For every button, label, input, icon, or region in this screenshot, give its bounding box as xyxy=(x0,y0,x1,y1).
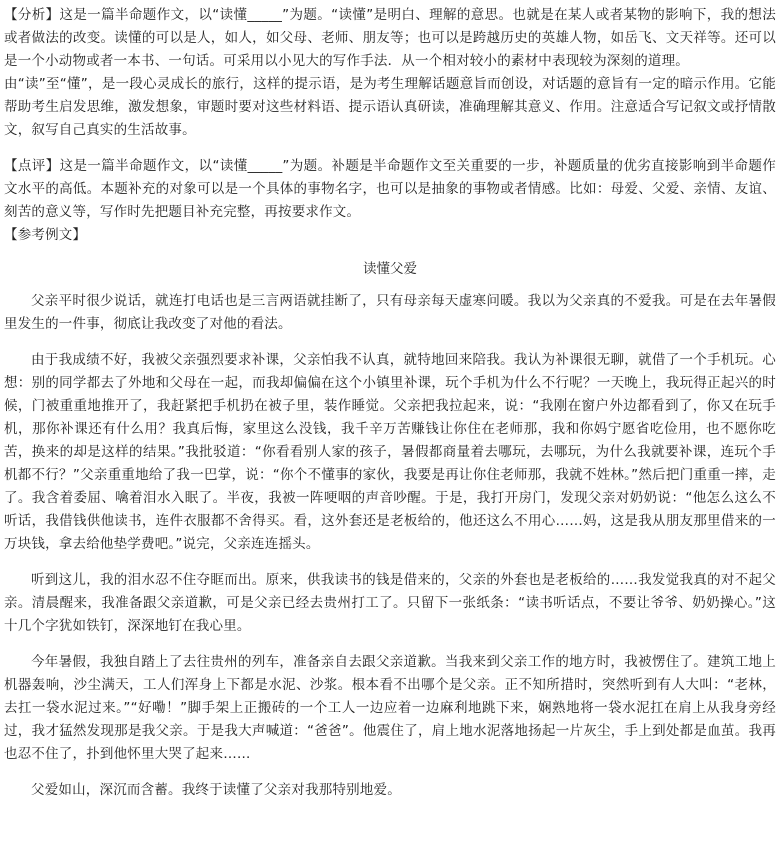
essay-paragraph-3: 听到这儿，我的泪水忍不住夺眶而出。原来，供我读书的钱是借来的，父亲的外套也是老板给的……我发觉我真的对不起父亲。清晨醒来，我准备跟父亲道歉，可是父亲已经去贵州打工了。只留下一张纸条：“读书听话点，不要让爷爷、奶奶操心。”这十几个字犹如铁钉，深深地钉在我心里。 xyxy=(4,572,776,634)
essay-paragraph-2: 由于我成绩不好，我被父亲强烈要求补课，父亲怕我不认真，就特地回来陪我。我认为补课很无聊，就借了一个手机玩。心想：别的同学都去了外地和父母在一起，而我却偏偏在这个小镇里补课，玩个手机为什么不行呢？一天晚上，我玩得正起兴的时候，门被重重地推开了，我赶紧把手机扔在被子里，装作睡觉。父亲把我拉起来，说：“我刚在窗户外边都看到了，你又在玩手机，那你补课还有什么用？我真后悔，家里这么没钱，我千辛万苦赚钱让你住在老师那，我和你妈宁愿省吃俭用，也不愿你吃苦，换来的却是这样的结果。”我批驳道：“你看看别人家的孩子，暑假都商量着去哪玩，去哪玩，为什么我就要补课，连玩个手机都不行？”父亲重重地给了我一巴掌，说：“你个不懂事的家伙，我要是再让你住老师那，我就不姓林。”然后把门重重一摔，走了。我含着委屈、噙着泪水入眠了。半夜，我被一阵哽咽的声音吵醒。于是，我打开房门，发现父亲对奶奶说：“他怎么这么不听话，我借钱供他读书，连件衣服都不舍得买。看，这外套还是老板给的，他还这么不用心……妈，这是我从朋友那里借来的一万块钱，拿去给他垫学费吧。”说完，父亲连连摇头。 xyxy=(4,352,776,552)
analysis-paragraph-2: 由“读”至“懂”，是一段心灵成长的旅行，这样的提示语，是为考生理解话题意旨而创设，对话题的意旨有一定的暗示作用。它能帮助考生启发思维，激发想象，审题时要对这些材料语、提示语认真研读，准确理解其意义、作用。注意适合写记叙文或抒情散文，叙写自己真实的生活故事。 xyxy=(4,76,776,138)
essay-title: 读懂父爱 xyxy=(363,261,417,277)
analysis-paragraph-1: 【分析】这是一篇半命题作文，以“读懂_____”为题。“读懂”是明白、理解的意思。也就是在某人或者某物的影响下，我的想法或者做法的改变。读懂的可以是人，如人，如父母、老师、朋友等；也可以是跨越历史的英雄人物，如岳飞、文天祥等。还可以是一个小动物或者一本书、一句话。可采用以小见大的写作手法．从一个相对较小的素材中表现较为深刻的道理。 xyxy=(4,7,776,69)
comment-paragraph: 【点评】这是一篇半命题作文，以“读懂_____”为题。补题是半命题作文至关重要的一步，补题质量的优劣直接影响到半命题作文水平的高低。本题补充的对象可以是一个具体的事物名字，也可以是抽象的事物或者情感。比如：母爱、父爱、亲情、友谊、刻苦的意义等，写作时先把题目补充完整，再按要求作文。 xyxy=(4,158,776,220)
essay-paragraph-4: 今年暑假，我独自踏上了去往贵州的列车，准备亲自去跟父亲道歉。当我来到父亲工作的地方时，我被愣住了。建筑工地上机器轰响，沙尘满天，工人们浑身上下都是水泥、沙浆。根本看不出哪个是父亲。正不知所措时，突然听到有人大叫：“老林，去扛一袋水泥过来。”“好嘞！”脚手架上正搬砖的一个工人一边应着一边麻利地跳下来，娴熟地将一袋水泥扛在肩上从我身旁经过，我才猛然发现那是我父亲。于是我大声喊道：“爸爸”。他震住了，肩上地水泥落地扬起一片灰尘，手上到处都是血茧。我再也忍不住了，扑到他怀里大哭了起来…… xyxy=(4,654,776,762)
reference-essay-label: 【参考例文】 xyxy=(4,227,87,243)
essay-paragraph-1: 父亲平时很少说话，就连打电话也是三言两语就挂断了，只有母亲每天虚寒问暖。我以为父亲真的不爱我。可是在去年暑假里发生的一件事，彻底让我改变了对他的看法。 xyxy=(4,293,776,332)
essay-paragraph-5: 父爱如山，深沉而含蓄。我终于读懂了父亲对我那特别地爱。 xyxy=(31,782,401,798)
